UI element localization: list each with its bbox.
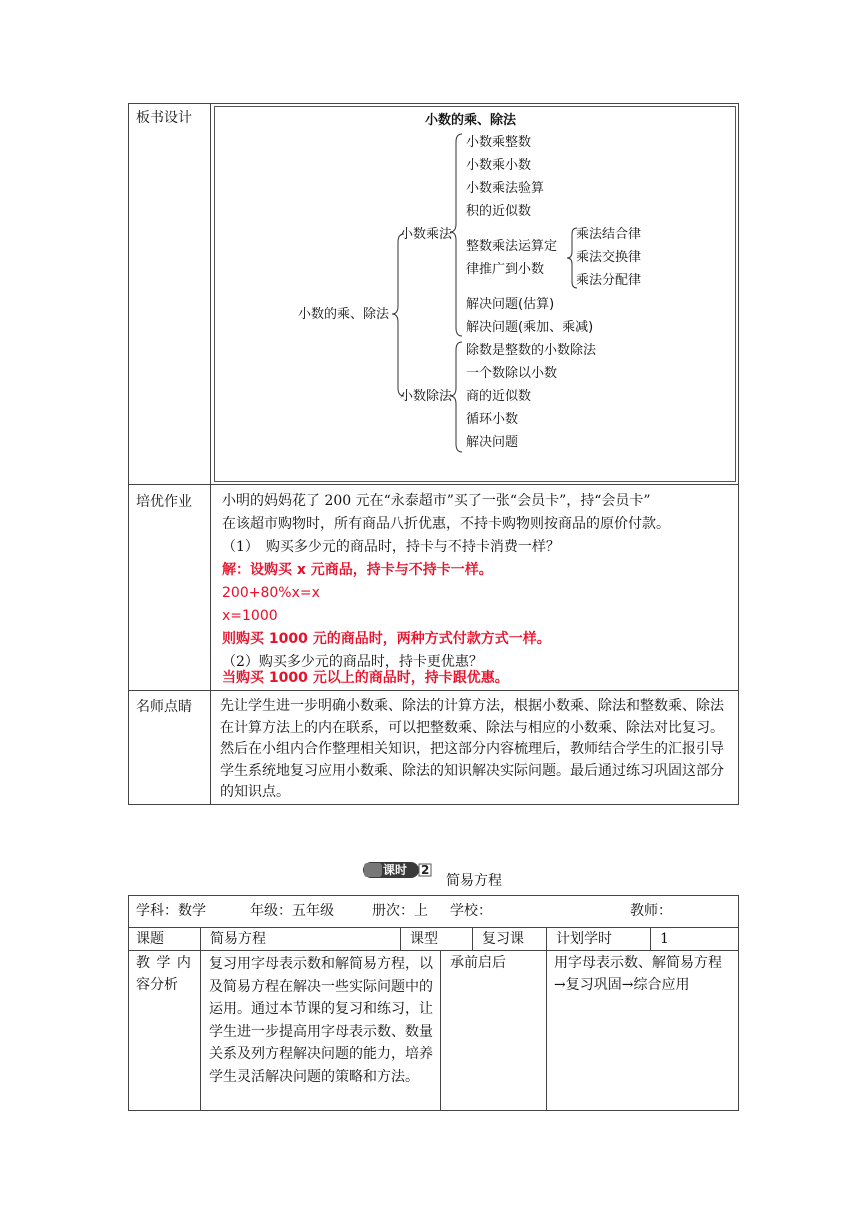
subject-field: 学科：数学 [136,903,206,919]
content-analysis-label-1: 教 学 内 [136,955,192,971]
content-analysis-text: 复习用字母表示数和解简易方程，以及简易方程在解决一些实际问题中的运用。通过本节课的复习和练习，让学生进一步提高用字母表示数、数量关系及列方程解决问题的能力，培养学生灵活解决问题的策略和方法。 [209,956,433,1085]
grade-field: 年级：五年级 [250,903,334,919]
diagram-title: 小数的乘、除法 [425,113,517,128]
volume-field: 册次：上 [372,903,428,919]
homework-intro-2: 在该超市购物时，所有商品八折优惠，不持卡购物则按商品的原价付款。 [222,516,670,532]
row-label-board-design: 板书设计 [136,110,192,126]
homework-answer-line: 当购买 1000 元以上的商品时，持卡跟优惠。 [222,670,509,686]
diagram-mult-item: 小数乘整数 [466,135,532,150]
diagram-law-line1: 整数乘法运算定 [466,239,558,254]
lesson-title: 简易方程 [446,873,502,889]
content-analysis-label-2: 容分析 [136,977,178,993]
school-field: 学校： [450,903,492,919]
row-label-homework: 培优作业 [136,494,192,510]
homework-answer-line: 解：设购买 x 元商品，持卡与不持卡一样。 [222,562,493,578]
topic-label: 课题 [136,931,164,947]
diagram-mult-item: 小数乘法验算 [466,181,545,196]
diagram-div-item: 一个数除以小数 [466,366,558,381]
diagram-mult-item: 小数乘小数 [466,158,532,173]
diagram-law-line2: 律推广到小数 [466,262,545,277]
flow-line-1: 用字母表示数、解简易方程 [554,955,722,971]
type-label: 课型 [410,931,438,947]
diagram-div-item: 循环小数 [466,412,519,427]
lesson-badge [362,860,434,880]
diagram-law: 乘法分配律 [576,273,642,288]
link-text: 承前启后 [450,955,506,971]
lesson-badge-label: 课时 [383,863,408,877]
teacher-field: 教师： [630,903,672,919]
homework-question-2: （2）购买多少元的商品时，持卡更优惠？ [222,654,483,670]
homework-question-1: （1） 购买多少元的商品时，持卡与不持卡消费一样？ [222,539,560,555]
lesson-badge-number: 2 [421,863,430,877]
diagram-div-item: 解决问题 [466,435,519,450]
diagram-mult-item: 积的近似数 [466,204,532,219]
diagram-div-item: 除数是整数的小数除法 [466,343,597,358]
homework-answer-line: 则购买 1000 元的商品时，两种方式付款方式一样。 [222,631,551,647]
diagram-div-label: 小数除法 [400,389,453,404]
diagram-law: 乘法结合律 [576,227,642,242]
hours-label: 计划学时 [556,931,612,947]
homework-intro-1: 小明的妈妈花了 200 元在“永泰超市”买了一张“会员卡”，持“会员卡” [222,493,651,509]
topic-value: 简易方程 [210,931,266,947]
diagram-mult-label: 小数乘法 [400,227,453,242]
hours-value: 1 [660,931,669,947]
homework-equation: 200+80%x=x [222,585,320,601]
diagram-div-item: 商的近似数 [466,389,532,404]
diagram-mult-item: 解决问题(乘加、乘减) [466,320,594,335]
row-label-teacher-tips: 名师点睛 [136,699,192,715]
teacher-tips-text: 先让学生进一步明确小数乘、除法的计算方法，根据小数乘、除法和整数乘、除法在计算方法上的内在联系，可以把整数乘、除法与相应的小数乘、除法对比复习。然后在小组内合作整理相关知识，把这部分内容梳理后，教师结合学生的汇报引导学生系统地复习应用小数乘、除法的知识解决实际问题。最后通过练习巩固这部分的知识点。 [220,698,724,800]
homework-solution: x=1000 [222,608,278,624]
diagram-mult-item: 解决问题(估算) [466,297,555,312]
type-value: 复习课 [482,931,524,947]
diagram-root: 小数的乘、除法 [298,307,390,322]
flow-line-2: →复习巩固→综合应用 [554,977,690,993]
diagram-law: 乘法交换律 [576,250,642,265]
